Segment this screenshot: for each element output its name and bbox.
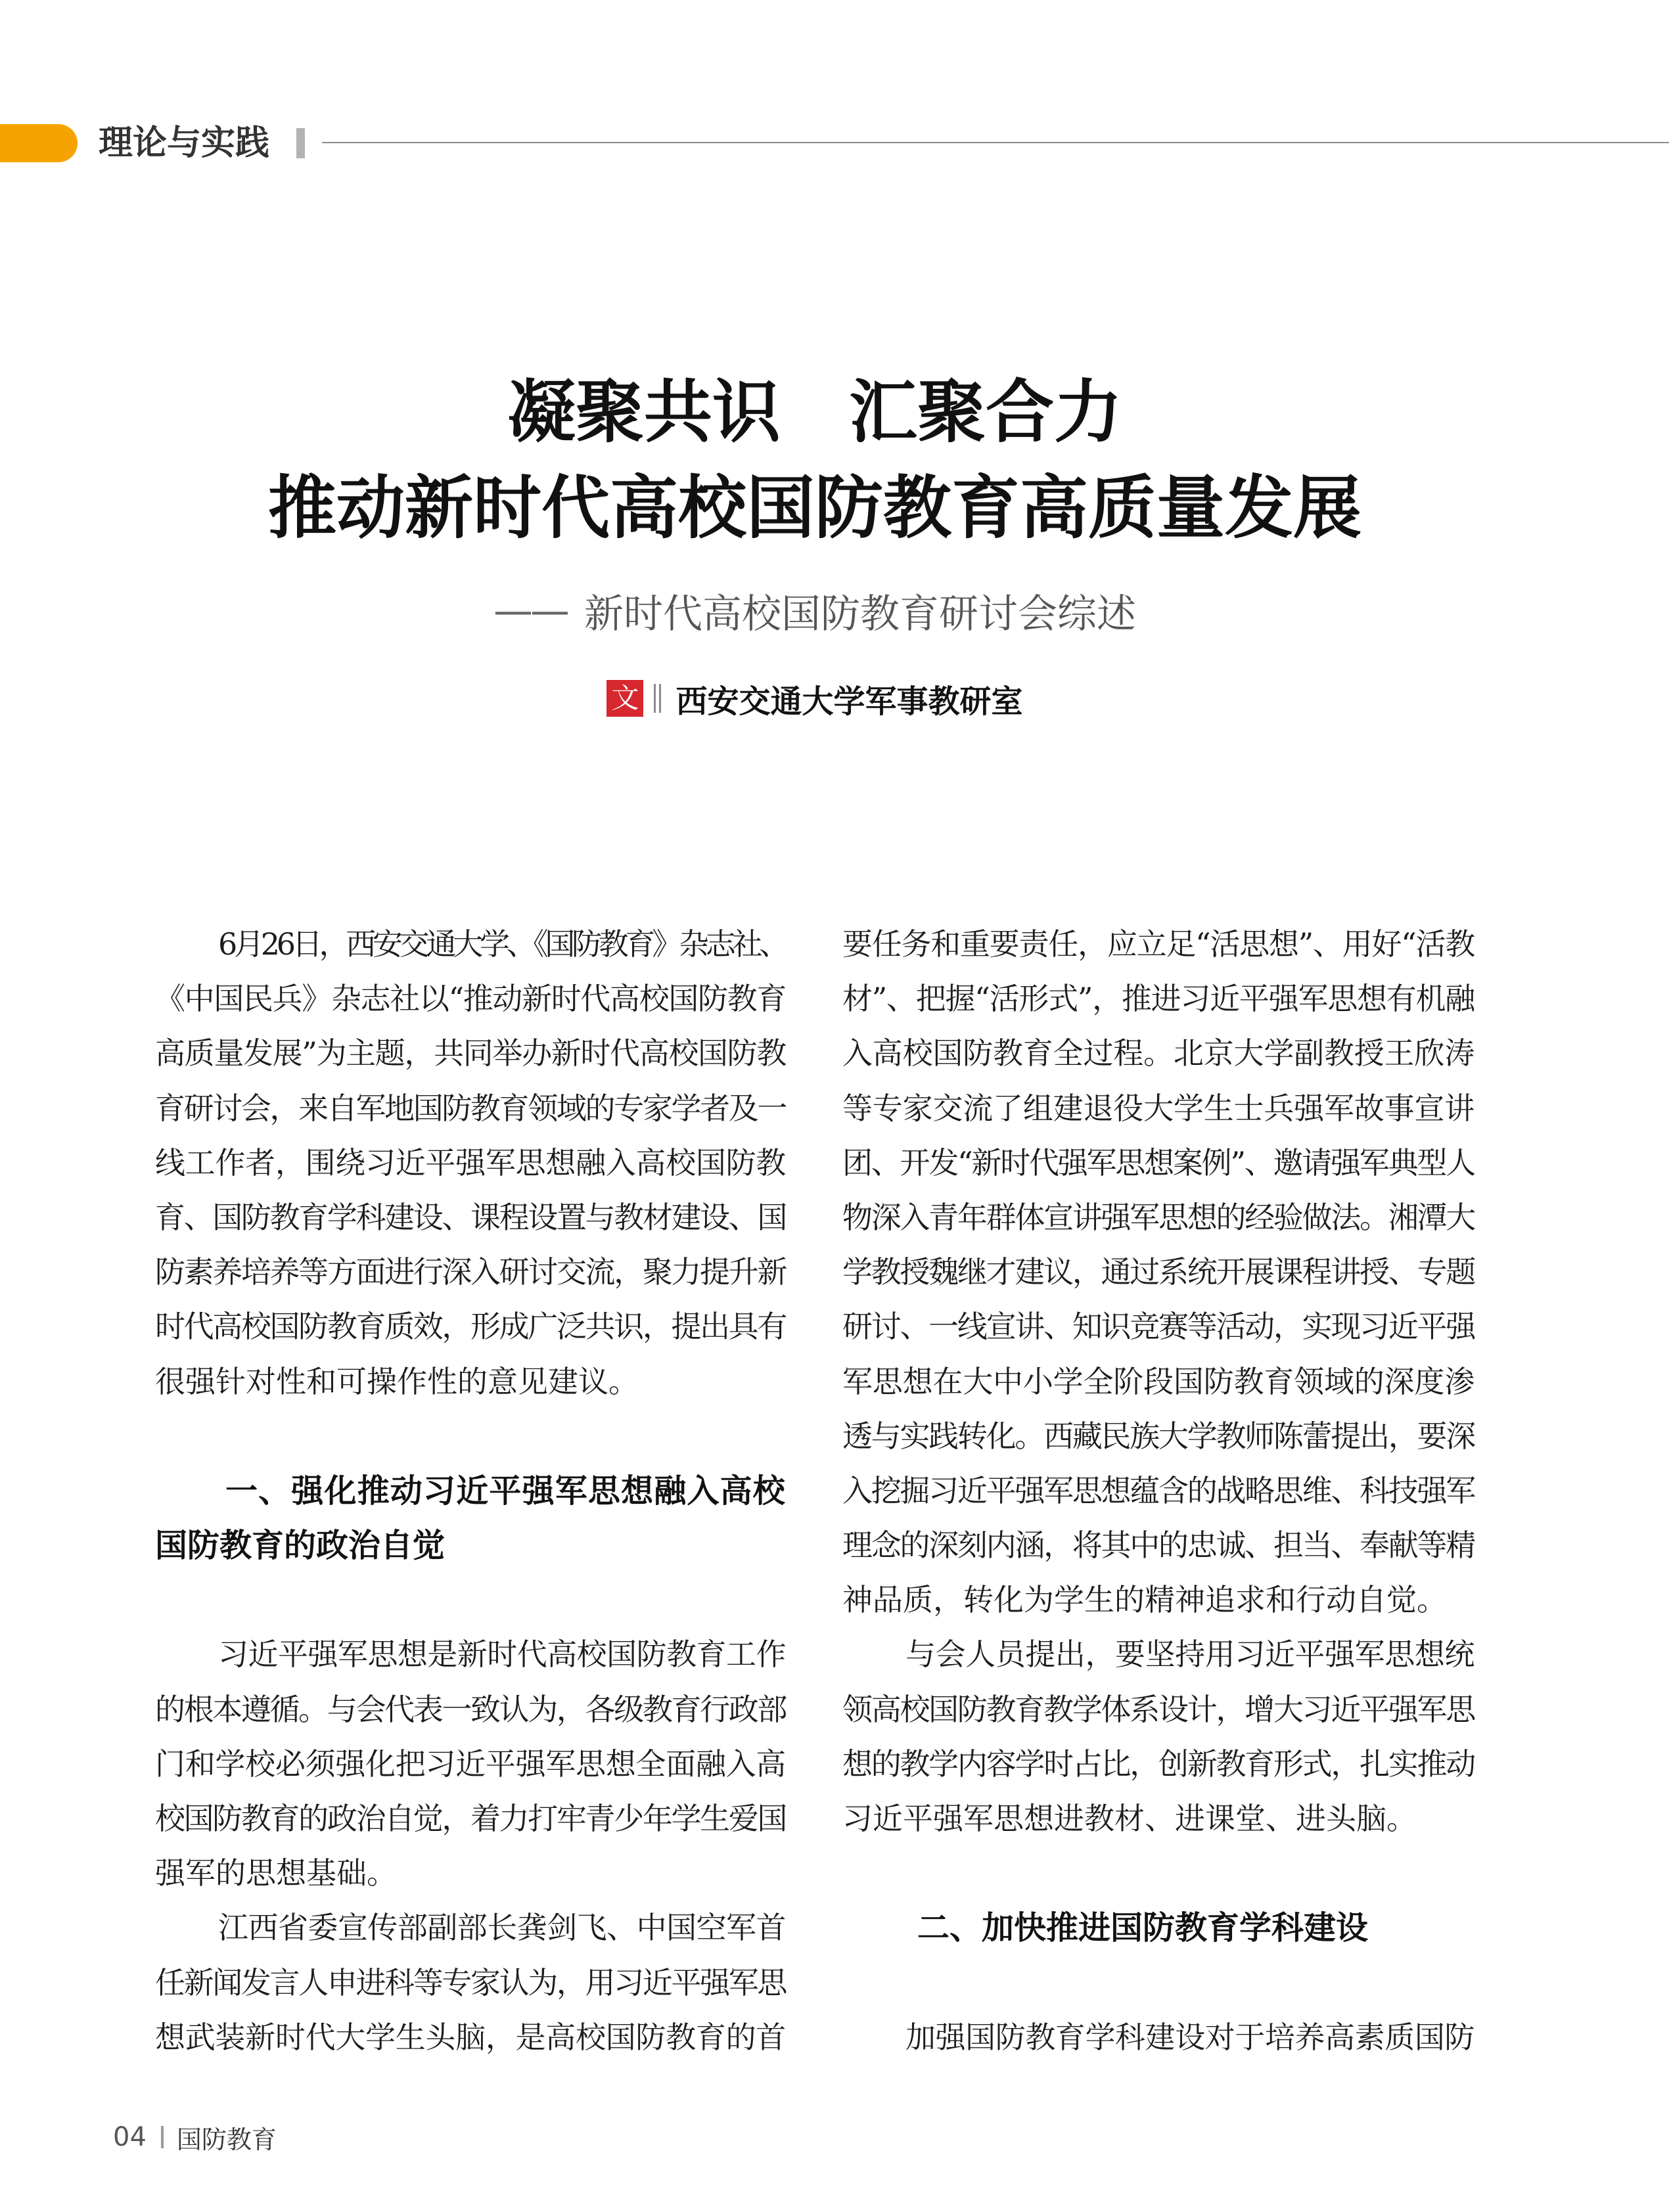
paragraph-line: 神品质，转化为学生的精神追求和行动自觉。 (842, 1582, 1447, 1618)
byline (155, 680, 1475, 720)
page-footer (113, 2121, 277, 2154)
paragraph-line: 江西省委宣传部副部长龚剑飞、中国空军首 (218, 1910, 787, 1946)
right-column (842, 917, 1475, 2065)
article-subtitle (155, 585, 1475, 637)
section-heading-line: 国防教育的政治自觉 (155, 1527, 446, 1565)
article-title (155, 364, 1475, 556)
left-column (155, 917, 786, 2065)
section-heading-line: 二、加快推进国防教育学科建设 (917, 1909, 1369, 1947)
subtitle-dash: —— (493, 588, 567, 634)
paragraph (155, 1901, 786, 2065)
paragraph-line: 与会人员提出，要坚持用习近平强军思想统 (905, 1636, 1475, 1673)
paragraph-line: 强军的思想基础。 (155, 1855, 397, 1891)
section-tab-accent (0, 124, 78, 162)
paragraph-line: 《中国民兵》杂志社以“推动新时代高校国防教育 (155, 981, 786, 1017)
publication-name: 国防教育 (176, 2125, 277, 2154)
paragraph-line: 透与实践转化。西藏民族大学教师陈蕾提出，要深 (842, 1418, 1475, 1454)
paragraph-line: 加强国防教育学科建设对于培养高素质国防 (905, 2019, 1475, 2055)
paragraph-line: 门和学校必须强化把习近平强军思想全面融入高 (155, 1746, 787, 1782)
paragraph-line: 学教授魏继才建议，通过系统开展课程讲授、专题 (842, 1254, 1475, 1290)
paragraph-line: 要任务和重要责任，应立足“活思想”、用好“活教 (842, 926, 1475, 962)
paragraph-line: 任新闻发言人申进科等专家认为，用习近平强军思 (155, 1964, 787, 2000)
paragraph-line: 团、开发“新时代强军思想案例”、邀请强军典型人 (842, 1144, 1475, 1181)
paragraph-line: 习近平强军思想是新时代高校国防教育工作 (218, 1636, 787, 1673)
paragraph-line: 想的教学内容学时占比，创新教育形式，扎实推动 (842, 1746, 1475, 1782)
header-divider-bar (296, 128, 305, 158)
paragraph-line: 线工作者，围绕习近平强军思想融入高校国防教 (155, 1144, 787, 1181)
paragraph-line: 物深入青年群体宣讲强军思想的经验做法。湘潭大 (842, 1199, 1475, 1235)
byline-separator (654, 684, 661, 713)
paragraph-line: 想武装新时代大学生头脑，是高校国防教育的首 (155, 2019, 787, 2055)
paragraph-line: 的根本遵循。与会代表一致认为，各级教育行政部 (155, 1691, 787, 1727)
spacer (155, 1409, 786, 1464)
paragraph-line: 材”、把握“活形式”，推进习近平强军思想有机融 (842, 981, 1475, 1017)
paragraph (842, 2010, 1475, 2065)
paragraph-line: 入挖掘习近平强军思想蕴含的战略思维、科技强军 (842, 1472, 1475, 1508)
paragraph (155, 917, 786, 1409)
paragraph-line: 领高校国防教育教学体系设计，增大习近平强军思 (842, 1691, 1475, 1727)
paragraph (155, 1627, 786, 1901)
paragraph-line: 等专家交流了组建退役大学生士兵强军故事宣讲 (842, 1090, 1475, 1126)
section-heading-line: 一、强化推动习近平强军思想融入高校 (225, 1472, 786, 1510)
byline-marker: 文 (606, 680, 643, 717)
paragraph (842, 1627, 1475, 1846)
paragraph-line: 高质量发展”为主题，共同举办新时代高校国防教 (155, 1035, 786, 1072)
spacer (842, 1846, 1475, 1901)
paragraph-line: 军思想在大中小学全阶段国防教育领域的深度渗 (842, 1363, 1475, 1399)
paragraph-line: 校国防教育的政治自觉，着力打牢青少年学生爱国 (155, 1801, 787, 1836)
paragraph-line: 育研讨会，来自军地国防教育领域的专家学者及一 (155, 1090, 787, 1126)
page-number: 04 (113, 2122, 147, 2152)
article-title-line: 凝聚共识 汇聚合力 (507, 372, 1122, 452)
paragraph-line: 研讨、一线宣讲、知识竞赛等活动，实现习近平强 (842, 1309, 1475, 1345)
paragraph-line: 时代高校国防教育质效，形成广泛共识，提出具有 (155, 1309, 787, 1345)
footer-divider-bar (161, 2126, 164, 2148)
section-heading (155, 1464, 786, 1573)
paragraph-line: 习近平强军思想进教材、进课堂、进头脑。 (842, 1801, 1417, 1836)
header-rule (322, 142, 1669, 143)
section-heading (842, 1901, 1475, 1955)
paragraph-line: 入高校国防教育全过程。北京大学副教授王欣涛 (842, 1035, 1475, 1072)
paragraph-line: 育、国防教育学科建设、课程设置与教材建设、国 (155, 1199, 787, 1235)
paragraph (842, 917, 1475, 1627)
subtitle-text: 新时代高校国防教育研讨会综述 (584, 591, 1136, 637)
paragraph-line: 防素养培养等方面进行深入研讨交流，聚力提升新 (155, 1254, 787, 1290)
paragraph-line: 6月26日，西安交通大学、《国防教育》杂志社、 (218, 926, 786, 962)
section-label: 理论与实践 (99, 124, 270, 163)
spacer (842, 1956, 1475, 2010)
paragraph-line: 理念的深刻内涵，将其中的忠诚、担当、奉献等精 (842, 1527, 1475, 1564)
byline-author: 西安交通大学军事教研室 (675, 683, 1023, 720)
paragraph-line: 很强针对性和可操作性的意见建议。 (155, 1363, 639, 1399)
article-title-line: 推动新时代高校国防教育高质量发展 (267, 468, 1361, 548)
spacer (155, 1573, 786, 1627)
